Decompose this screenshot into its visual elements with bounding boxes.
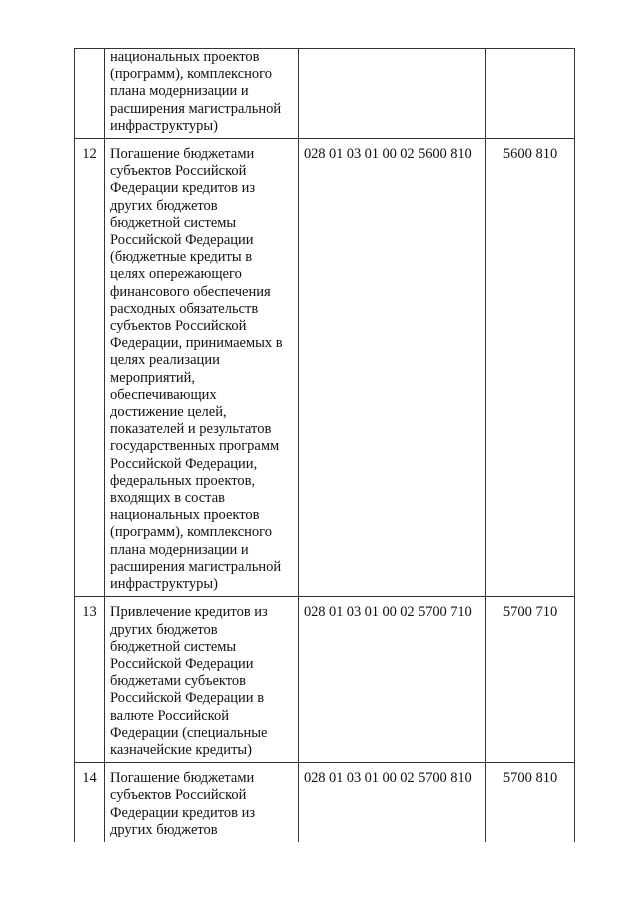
name-line: Погашение бюджетами [110,770,255,787]
name-line: Федерации кредитов из [110,804,256,821]
name-line: Российской Федерации, [110,455,258,472]
name-line: субъектов Российской [110,163,247,180]
row-name-cell [105,763,299,842]
name-line: плана модернизации и [110,541,249,558]
name-line: государственных программ [110,438,280,455]
row-number-cell: 12 [75,139,105,597]
row-number-cell: 13 [75,597,105,763]
name-line: показателей и результатов [110,421,272,438]
row-value-cell: 5700 710 [486,597,575,763]
name-line: (программ), комплексного [110,66,273,83]
name-line: (программ), комплексного [110,524,273,541]
table-row [75,597,575,763]
name-line: финансового обеспечения [110,283,271,300]
table-row [75,49,575,139]
name-line: других бюджетов [110,197,218,214]
name-line: расширения магистральной [110,100,282,117]
name-line: Российской Федерации в [110,690,265,707]
name-line: Российской Федерации [110,232,254,249]
name-line: других бюджетов [110,821,218,838]
row-number-cell: 14 [75,763,105,842]
name-line: Федерации кредитов из [110,180,256,197]
name-line: расширения магистральной [110,558,282,575]
row-name-cell [105,49,299,139]
row-name-cell [105,597,299,763]
table-row [75,139,575,597]
name-line: Российской Федерации [110,655,254,672]
name-line: инфраструктуры) [110,117,218,134]
row-value-cell: 5600 810 [486,139,575,597]
row-code-cell: 028 01 03 01 00 02 5700 810 [299,763,486,842]
budget-codes-table [74,48,575,842]
name-line: обеспечивающих [110,386,217,403]
name-line: валюте Российской [110,707,229,724]
name-line: Федерации (специальные [110,724,268,741]
name-line: расходных обязательств [110,300,259,317]
row-code-cell: 028 01 03 01 00 02 5700 710 [299,597,486,763]
name-line: плана модернизации и [110,83,249,100]
name-line: бюджетной системы [110,214,237,231]
table-row [75,763,575,842]
name-line: входящих в состав [110,490,225,507]
row-number-cell [75,49,105,139]
name-line: целях опережающего [110,266,242,283]
name-line: национальных проектов [110,507,260,524]
name-line: других бюджетов [110,621,218,638]
name-line: достижение целей, [110,404,227,421]
name-line: бюджетами субъектов [110,673,246,690]
name-line: национальных проектов [110,49,260,65]
name-line: субъектов Российской [110,787,247,804]
row-value-cell [486,49,575,139]
name-line: Привлечение кредитов из [110,604,268,621]
name-line: мероприятий, [110,369,196,386]
name-line: инфраструктуры) [110,576,218,593]
name-line: федеральных проектов, [110,472,256,489]
name-line: Федерации, принимаемых в [110,335,283,352]
name-line: субъектов Российской [110,318,247,335]
row-code-cell: 028 01 03 01 00 02 5600 810 [299,139,486,597]
row-name-cell [105,139,299,597]
name-line: казначейские кредиты) [110,741,252,758]
name-line: (бюджетные кредиты в [110,249,253,266]
row-value-cell: 5700 810 [486,763,575,842]
name-line: целях реализации [110,352,220,369]
name-line: бюджетной системы [110,638,237,655]
name-line: Погашение бюджетами [110,146,255,163]
row-code-cell [299,49,486,139]
